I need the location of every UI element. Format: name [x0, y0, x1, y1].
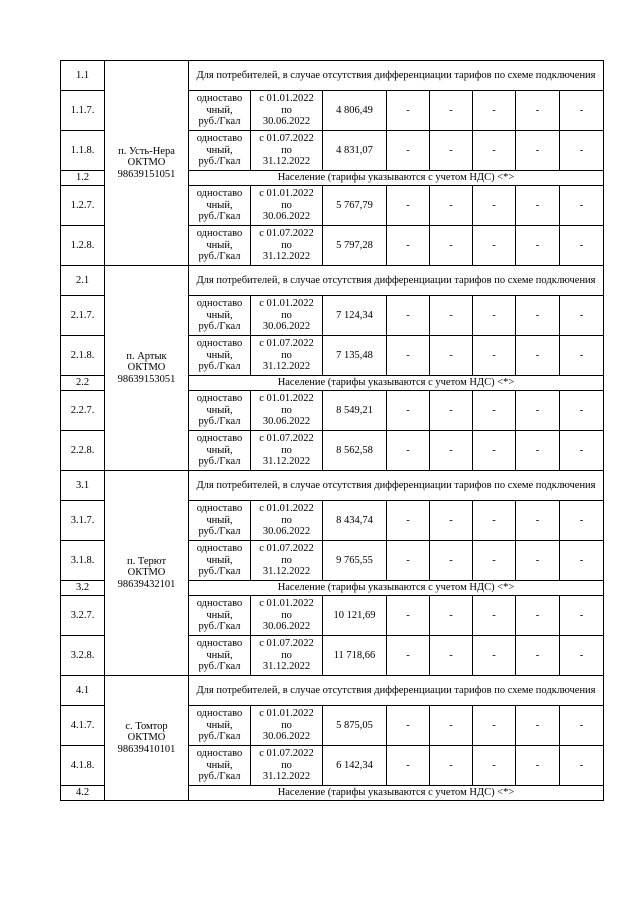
row-number: 4.1.8. [61, 746, 105, 786]
empty-value-dash: - [387, 431, 430, 471]
empty-value-dash: - [473, 706, 516, 746]
period-line: 31.12.2022 [262, 156, 311, 168]
settlement-cell [105, 266, 189, 471]
row-number: 3.1.7. [61, 501, 105, 541]
period-line: 30.06.2022 [262, 211, 311, 223]
empty-value-dash: - [516, 186, 560, 226]
tariff-type-cell [189, 596, 251, 636]
period-line: 31.12.2022 [262, 361, 311, 373]
period-cell [251, 431, 323, 471]
empty-value-dash: - [430, 186, 473, 226]
period-line: 31.12.2022 [262, 661, 311, 673]
empty-value-dash: - [430, 226, 473, 266]
row-number: 3.1.8. [61, 541, 105, 581]
period-line: с 01.01.2022 [259, 708, 314, 720]
tariff-type-line: чный, [206, 309, 233, 321]
period-cell [251, 336, 323, 376]
period-line: с 01.07.2022 [259, 638, 314, 650]
group-header-row [61, 61, 604, 91]
period-cell [251, 746, 323, 786]
tariff-type-line: руб./Гкал [198, 251, 241, 263]
tariff-type-line: руб./Гкал [198, 621, 241, 633]
tariff-type-line: одноставо [196, 598, 243, 610]
row-number: 2.2.8. [61, 431, 105, 471]
empty-value-dash: - [473, 636, 516, 676]
empty-value-dash: - [387, 186, 430, 226]
empty-value-dash: - [387, 391, 430, 431]
empty-value-dash: - [387, 596, 430, 636]
period-line: 30.06.2022 [262, 621, 311, 633]
row-number: 2.1.8. [61, 336, 105, 376]
empty-value-dash: - [516, 596, 560, 636]
empty-value-dash: - [473, 431, 516, 471]
period-line: по [281, 404, 292, 416]
empty-value-dash: - [387, 336, 430, 376]
tariff-value: 7 135,48 [323, 336, 387, 376]
empty-value-dash: - [387, 131, 430, 171]
empty-value-dash: - [430, 636, 473, 676]
consumer-category-heading: Для потребителей, в случае отсутствия дифференциации тарифов по схеме подключения [189, 676, 604, 706]
period-line: с 01.07.2022 [259, 133, 314, 145]
period-line: с 01.07.2022 [259, 228, 314, 240]
row-number: 1.2 [61, 171, 105, 186]
settlement-name: п. Артык [126, 350, 167, 362]
settlement-cell [105, 61, 189, 266]
row-number: 1.1.7. [61, 91, 105, 131]
empty-value-dash: - [387, 541, 430, 581]
period-line: с 01.01.2022 [259, 393, 314, 405]
population-heading: Население (тарифы указываются с учетом НДС) <*> [189, 581, 604, 596]
empty-value-dash: - [430, 746, 473, 786]
empty-value-dash: - [473, 226, 516, 266]
group-header-row [61, 266, 604, 296]
period-line: по [281, 719, 292, 731]
row-number: 3.2 [61, 581, 105, 596]
tariff-type-line: чный, [206, 144, 233, 156]
tariff-type-line: руб./Гкал [198, 731, 241, 743]
tariff-type-line: чный, [206, 554, 233, 566]
period-cell [251, 131, 323, 171]
period-line: 30.06.2022 [262, 731, 311, 743]
tariff-type-cell [189, 296, 251, 336]
tariff-type-line: одноставо [196, 433, 243, 445]
empty-value-dash: - [387, 91, 430, 131]
row-number: 3.2.8. [61, 636, 105, 676]
period-cell [251, 186, 323, 226]
period-line: с 01.01.2022 [259, 503, 314, 515]
empty-value-dash: - [473, 336, 516, 376]
tariff-type-cell [189, 131, 251, 171]
period-line: по [281, 554, 292, 566]
tariff-type-line: руб./Гкал [198, 361, 241, 373]
tariff-type-line: чный, [206, 104, 233, 116]
row-number: 3.2.7. [61, 596, 105, 636]
tariff-type-cell [189, 336, 251, 376]
tariff-type-line: руб./Гкал [198, 321, 241, 333]
settlement-cell [105, 676, 189, 801]
oktmo-code: 98639153051 [117, 373, 176, 385]
empty-value-dash: - [560, 296, 604, 336]
empty-value-dash: - [560, 431, 604, 471]
empty-value-dash: - [560, 541, 604, 581]
period-line: по [281, 199, 292, 211]
empty-value-dash: - [516, 541, 560, 581]
period-line: 31.12.2022 [262, 251, 311, 263]
tariff-type-line: чный, [206, 759, 233, 771]
period-line: по [281, 144, 292, 156]
settlement-name: с. Томтор [125, 720, 168, 732]
population-heading: Население (тарифы указываются с учетом НДС) <*> [189, 171, 604, 186]
tariff-type-line: руб./Гкал [198, 211, 241, 223]
tariff-type-line: чный, [206, 444, 233, 456]
period-line: 31.12.2022 [262, 771, 311, 783]
empty-value-dash: - [430, 431, 473, 471]
tariff-value: 7 124,34 [323, 296, 387, 336]
tariff-value: 6 142,34 [323, 746, 387, 786]
empty-value-dash: - [560, 636, 604, 676]
period-cell [251, 91, 323, 131]
empty-value-dash: - [430, 91, 473, 131]
empty-value-dash: - [430, 131, 473, 171]
oktmo-code: 98639432101 [117, 578, 176, 590]
settlement-cell [105, 471, 189, 676]
tariff-type-line: руб./Гкал [198, 156, 241, 168]
tariff-type-cell [189, 746, 251, 786]
tariff-value: 9 765,55 [323, 541, 387, 581]
tariff-type-cell [189, 391, 251, 431]
tariff-type-line: одноставо [196, 93, 243, 105]
period-line: 30.06.2022 [262, 526, 311, 538]
empty-value-dash: - [430, 596, 473, 636]
tariff-type-line: руб./Гкал [198, 771, 241, 783]
period-line: по [281, 514, 292, 526]
tariff-type-cell [189, 186, 251, 226]
consumer-category-heading: Для потребителей, в случае отсутствия дифференциации тарифов по схеме подключения [189, 471, 604, 501]
empty-value-dash: - [560, 186, 604, 226]
oktmo-label: ОКТМО [127, 567, 166, 579]
period-line: по [281, 104, 292, 116]
tariff-type-line: одноставо [196, 338, 243, 350]
tariff-type-line: одноставо [196, 188, 243, 200]
consumer-category-heading: Для потребителей, в случае отсутствия дифференциации тарифов по схеме подключения [189, 266, 604, 296]
empty-value-dash: - [430, 501, 473, 541]
row-number: 1.1.8. [61, 131, 105, 171]
period-cell [251, 596, 323, 636]
empty-value-dash: - [387, 501, 430, 541]
tariff-value: 8 434,74 [323, 501, 387, 541]
tariff-table-body [61, 61, 604, 801]
tariff-type-line: одноставо [196, 133, 243, 145]
period-line: с 01.01.2022 [259, 598, 314, 610]
period-line: по [281, 349, 292, 361]
empty-value-dash: - [516, 226, 560, 266]
settlement-name: п. Усть-Нера [118, 145, 175, 157]
tariff-type-cell [189, 636, 251, 676]
row-number: 4.1 [61, 676, 105, 706]
empty-value-dash: - [560, 226, 604, 266]
tariff-type-line: чный, [206, 199, 233, 211]
empty-value-dash: - [560, 706, 604, 746]
tariff-type-line: одноставо [196, 228, 243, 240]
tariff-value: 11 718,66 [323, 636, 387, 676]
empty-value-dash: - [430, 336, 473, 376]
period-cell [251, 636, 323, 676]
empty-value-dash: - [516, 391, 560, 431]
empty-value-dash: - [473, 541, 516, 581]
empty-value-dash: - [387, 226, 430, 266]
tariff-type-cell [189, 501, 251, 541]
empty-value-dash: - [560, 336, 604, 376]
row-number: 2.1 [61, 266, 105, 296]
empty-value-dash: - [473, 391, 516, 431]
empty-value-dash: - [516, 296, 560, 336]
period-line: по [281, 649, 292, 661]
period-cell [251, 706, 323, 746]
tariff-type-line: чный, [206, 649, 233, 661]
empty-value-dash: - [516, 706, 560, 746]
tariff-value: 8 562,58 [323, 431, 387, 471]
tariff-type-cell [189, 226, 251, 266]
tariff-value: 10 121,69 [323, 596, 387, 636]
tariff-type-line: одноставо [196, 638, 243, 650]
tariff-type-line: чный, [206, 514, 233, 526]
tariff-type-line: чный, [206, 349, 233, 361]
empty-value-dash: - [560, 501, 604, 541]
period-line: с 01.01.2022 [259, 93, 314, 105]
tariff-table [60, 60, 604, 801]
oktmo-code: 98639410101 [117, 743, 176, 755]
population-heading: Население (тарифы указываются с учетом НДС) <*> [189, 786, 604, 801]
empty-value-dash: - [473, 186, 516, 226]
empty-value-dash: - [516, 336, 560, 376]
row-number: 2.2.7. [61, 391, 105, 431]
empty-value-dash: - [387, 296, 430, 336]
empty-value-dash: - [560, 746, 604, 786]
period-line: с 01.01.2022 [259, 298, 314, 310]
empty-value-dash: - [430, 706, 473, 746]
oktmo-label: ОКТМО [127, 157, 166, 169]
row-number: 3.1 [61, 471, 105, 501]
period-line: с 01.07.2022 [259, 338, 314, 350]
row-number: 4.2 [61, 786, 105, 801]
tariff-type-line: руб./Гкал [198, 661, 241, 673]
tariff-type-line: одноставо [196, 543, 243, 555]
period-cell [251, 226, 323, 266]
empty-value-dash: - [430, 391, 473, 431]
tariff-value: 8 549,21 [323, 391, 387, 431]
tariff-type-line: руб./Гкал [198, 456, 241, 468]
oktmo-label: ОКТМО [127, 732, 166, 744]
group-header-row [61, 471, 604, 501]
tariff-value: 5 767,79 [323, 186, 387, 226]
period-line: 31.12.2022 [262, 566, 311, 578]
empty-value-dash: - [516, 501, 560, 541]
group-header-row [61, 676, 604, 706]
consumer-category-heading: Для потребителей, в случае отсутствия дифференциации тарифов по схеме подключения [189, 61, 604, 91]
row-number: 1.1 [61, 61, 105, 91]
period-line: 30.06.2022 [262, 116, 311, 128]
tariff-type-line: чный, [206, 404, 233, 416]
empty-value-dash: - [560, 91, 604, 131]
row-number: 4.1.7. [61, 706, 105, 746]
tariff-type-line: одноставо [196, 748, 243, 760]
empty-value-dash: - [560, 596, 604, 636]
empty-value-dash: - [387, 636, 430, 676]
tariff-type-line: одноставо [196, 503, 243, 515]
period-line: по [281, 759, 292, 771]
tariff-value: 4 806,49 [323, 91, 387, 131]
row-number: 1.2.7. [61, 186, 105, 226]
tariff-value: 5 797,28 [323, 226, 387, 266]
tariff-type-line: руб./Гкал [198, 416, 241, 428]
period-line: по [281, 239, 292, 251]
empty-value-dash: - [473, 746, 516, 786]
empty-value-dash: - [387, 746, 430, 786]
period-cell [251, 296, 323, 336]
empty-value-dash: - [430, 541, 473, 581]
empty-value-dash: - [430, 296, 473, 336]
empty-value-dash: - [516, 131, 560, 171]
tariff-type-line: руб./Гкал [198, 116, 241, 128]
tariff-type-line: одноставо [196, 708, 243, 720]
empty-value-dash: - [516, 636, 560, 676]
oktmo-label: ОКТМО [127, 362, 166, 374]
row-number: 1.2.8. [61, 226, 105, 266]
empty-value-dash: - [516, 746, 560, 786]
empty-value-dash: - [516, 431, 560, 471]
oktmo-code: 98639151051 [117, 168, 176, 180]
row-number: 2.1.7. [61, 296, 105, 336]
empty-value-dash: - [560, 131, 604, 171]
tariff-type-line: чный, [206, 719, 233, 731]
period-line: с 01.01.2022 [259, 188, 314, 200]
period-line: с 01.07.2022 [259, 433, 314, 445]
period-line: с 01.07.2022 [259, 543, 314, 555]
period-line: по [281, 309, 292, 321]
period-line: 30.06.2022 [262, 321, 311, 333]
tariff-type-cell [189, 541, 251, 581]
tariff-type-line: чный, [206, 609, 233, 621]
empty-value-dash: - [473, 501, 516, 541]
tariff-value: 5 875,05 [323, 706, 387, 746]
row-number: 2.2 [61, 376, 105, 391]
empty-value-dash: - [473, 296, 516, 336]
tariff-type-line: одноставо [196, 298, 243, 310]
tariff-type-line: чный, [206, 239, 233, 251]
tariff-type-line: руб./Гкал [198, 566, 241, 578]
tariff-type-line: руб./Гкал [198, 526, 241, 538]
settlement-name: п. Терют [126, 555, 167, 567]
period-line: 31.12.2022 [262, 456, 311, 468]
empty-value-dash: - [560, 391, 604, 431]
period-cell [251, 391, 323, 431]
empty-value-dash: - [473, 91, 516, 131]
period-line: 30.06.2022 [262, 416, 311, 428]
empty-value-dash: - [516, 91, 560, 131]
period-line: по [281, 444, 292, 456]
empty-value-dash: - [387, 706, 430, 746]
period-line: с 01.07.2022 [259, 748, 314, 760]
tariff-type-cell [189, 706, 251, 746]
period-cell [251, 501, 323, 541]
period-line: по [281, 609, 292, 621]
period-cell [251, 541, 323, 581]
tariff-type-cell [189, 431, 251, 471]
tariff-type-cell [189, 91, 251, 131]
empty-value-dash: - [473, 131, 516, 171]
empty-value-dash: - [473, 596, 516, 636]
tariff-type-line: одноставо [196, 393, 243, 405]
tariff-value: 4 831,07 [323, 131, 387, 171]
population-heading: Население (тарифы указываются с учетом НДС) <*> [189, 376, 604, 391]
